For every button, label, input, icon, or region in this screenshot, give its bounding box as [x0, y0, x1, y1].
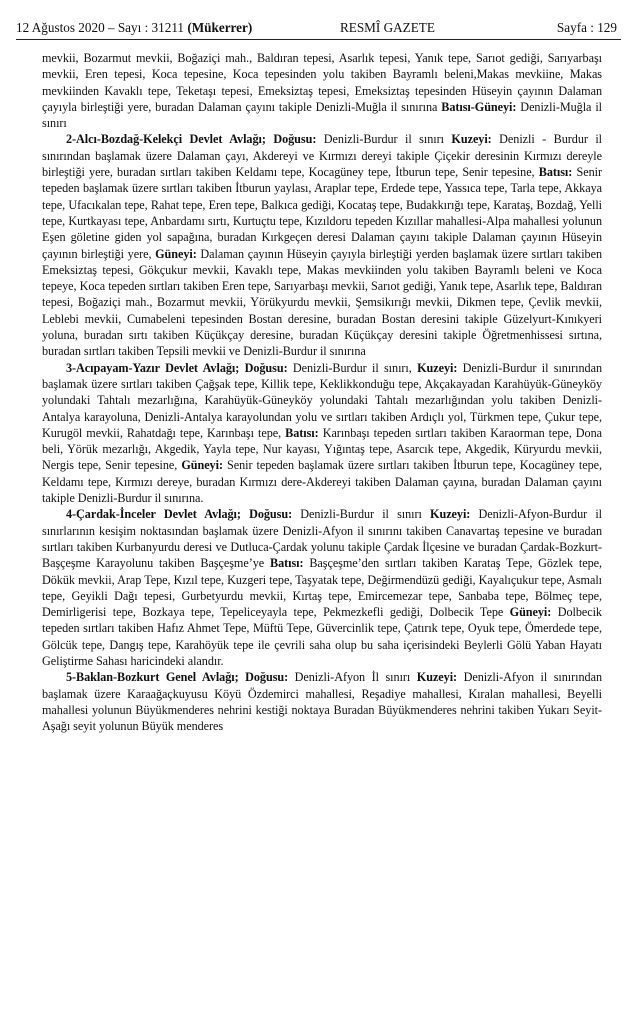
bold-label: Güneyi:	[155, 246, 197, 261]
text-run: Karınbaşı tepeden sırtları takiben Karaorman tepe, Dona beli, Yörük mezarlığı, Akgedik, Yayla tepe, Nur kayası, Yığıntaş tepe, Asarcık tepe, Akgedik, Küryurdu mevkii, Nergis tepe, Senir tepesine,	[42, 425, 602, 473]
header-publication-title: RESMÎ GAZETE	[340, 20, 435, 35]
paragraph-acipayam-yazir	[42, 360, 602, 507]
page-header	[16, 20, 621, 46]
bold-label: Kuzeyi:	[417, 360, 458, 375]
bold-label: Batısı-Güneyi:	[441, 99, 517, 114]
bold-label: Güneyi:	[509, 605, 552, 620]
bold-label: Güneyi:	[181, 458, 223, 473]
paragraph-alci-bozdag-kelekci	[42, 131, 602, 359]
header-date-issue	[16, 20, 252, 36]
text-run: Dolbecik tepeden sırtları takiben Hafız Ahmet Tepe, Müftü Tepe, Güvercinlik tepe, Çatırık tepe, Oyuk tepe, Ömerdede tepe, Gölcük tepe, Dangış tepe, Karahöyük tepe ile çevrili saha olup bu saha içerisindeki Beylerli Gölü Yaban Hayatı Geliştirme Sahası haricindeki alandır.	[42, 605, 602, 668]
bold-label: Batısı:	[285, 425, 319, 440]
bold-label: 4-Çardak-İnceler Devlet Avlağı; Doğusu:	[66, 507, 293, 522]
bold-label: 2-Alcı-Bozdağ-Kelekçi Devlet Avlağı; Doğusu:	[66, 132, 317, 147]
text-run: Senir tepeden başlamak üzere sırtları takiben İtburun yaylası, Araplar tepe, Erdede tepe, Yassıca tepe, Tarla tepe, Akkaya tepe, Ufacıkalan tepe, Rahat tepe, Eren tepe, Balkıca gediği, Kocataş tepe, Budakkırığı tepe, Karataş, Bozdağ, Yelli tepe, Kurtkayası tepe, Anbardamı sırtı, Kurtuçtu tepe, Kızıldoru tepeden Kızıllar mahallesi-Alpa mahallesi yolunun Eşen göletine giden yol sapağına, buradan Kırkgeçen deresi Dalaman çayını takiple Dalaman çayının Hüseyin çayının birleştiği yere,	[42, 165, 602, 261]
document-body	[42, 50, 602, 734]
paragraph-cardak-inceler	[42, 506, 602, 669]
header-page-number: Sayfa : 129	[556, 20, 617, 35]
paragraph-continuation	[42, 50, 602, 131]
text-run: Denizli-Muğla il sınırı	[42, 99, 602, 131]
bold-label: Kuzeyi:	[451, 132, 492, 147]
bold-label: Kuzeyi:	[430, 507, 471, 522]
header-mukerrer: (Mükerrer)	[187, 20, 253, 35]
paragraph-baklan-bozkurt	[42, 669, 602, 734]
text-run: mevkii, Bozarmut mevkii, Boğaziçi mah., Baldıran tepesi, Asarlık tepesi, Yanık tepe, Sarıot gediği, Sarıyarbaşı mevkii, Eren tepesi, Koca tepesine, Koca tepesinden yolu takiben Bayramlı beleni,Makas mevkiine, Makas mevkiinden Kavaklı tepe, Teketaşı tepesi, Emeksiztaş tepesi, Emeksiztaş tepesinden Hüseyin çayının Dalaman çayıyla birleştiği yere, buradan Dalaman çayını takiple Denizli-Muğla il sınırına	[42, 51, 602, 114]
bold-label: 5-Baklan-Bozkurt Genel Avlağı; Doğusu:	[66, 670, 289, 685]
text-run: Denizli-Afyon il sınırından başlamak üzere Karaağaçkuyusu Köyü Özdemirci mahallesi, Reşadiye mahallesi, Kıralan mahallesi, Beyelli mahallesi yolunun Büyükmenderes nehrini kestiği noktaya Buradan Büyükmenderes nehrini takiben Yukarı Seyit-Aşağı seyit yolunun Büyük menderes	[42, 670, 602, 734]
text-run: Denizli-Afyon İl sınırı	[288, 670, 417, 685]
text-run: Denizli-Burdur il sınırından başlamak üzere sırtları takiben Çağşak tepe, Killik tepe, Keklikkonduğu tepe, Akçakayadan Karahüyük-Güneyköy yolundaki Tahtalı mezarlığına, Karahüyük-Güneyköy yolundaki Tahtalı mezarlığından yolu takiben Denizli-Antalya karayoluna, Denizli-Antalya karayolundan yolu ve sırtları takiben Ardıçlı yol, Türkmen tepe, Çukur tepe, Kurugöl mevkii, Rahatdağı tepe, Karınbaşı tepe,	[42, 360, 603, 440]
text-run: Denizli-Burdur il sınırı	[292, 507, 431, 522]
text-run: Denizli-Burdur il sınırı	[316, 132, 452, 147]
text-run: Başçeşme’den sırtları takiben Karataş Tepe, Gözlek tepe, Dökük mevkii, Arap Tepe, Kızıl tepe, Kuzgeri tepe, Taşyatak tepe, Değirmendüzü gediği, Kayalıçukur tepe, Asmalı tepe, Geyikli Dağı tepesi, Gurbetyurdu mevkii, Kırtaş tepe, Emircemezar tepe, Sanbaba tepe, Bölmeç tepe, Demirligerisi tepe, Bozkaya tepe, Tepeliceyayla tepe, Pekmezkefli gediği, Dolbecik Tepe	[42, 556, 603, 620]
bold-label: 3-Acıpayam-Yazır Devlet Avlağı; Doğusu:	[66, 360, 288, 375]
bold-label: Kuzeyi:	[416, 670, 458, 685]
header-date-text: 12 Ağustos 2020 – Sayı : 31211	[16, 20, 188, 35]
header-rule	[16, 39, 621, 40]
bold-label: Batısı:	[269, 556, 304, 571]
bold-label: Batısı:	[538, 165, 573, 180]
text-run: Denizli-Afyon-Burdur il sınırlarının kesişim noktasından başlamak üzere Denizli-Afyon il sınırını takiben Canavartaş tepesine ve buradan sırtları takiben Kurbanyurdu deresi ve Dutluca-Çardak yolunu takiple Çardak İlçesine ve buradan Çardak-Bozkurt-Başçeşme Karayolunu takiben Başçeşme’ye	[42, 507, 602, 571]
text-run: Denizli-Burdur il sınırı,	[287, 360, 418, 375]
text-run: Senir tepeden başlamak üzere sırtları takiben İtburun tepe, Kocagüney tepe, Keldamı tepe, Kırmızı dereye, buradan Kırmızı dere-Akdereyi takiben Dalaman çayına, buradan Dalaman çayını takiple Denizli-Burdur il sınırına.	[42, 458, 603, 506]
text-run: Denizli - Burdur il sınırından başlamak üzere Dalaman çayı, Akdereyi ve Kırmızı dereyi takiple Çiçekir deresinin Kırmızı dereyle birleştiği yere, buradan sırtları takiben Keldamı tepe, Kocagüney tepe, İtburun tepe, Senir tepesine,	[42, 132, 603, 180]
text-run: Dalaman çayının Hüseyin çayıyla birleştiği yerden başlamak üzere sırtları takiben Emeksiztaş tepesi, Gökçukur mevkii, Kavaklı tepe, Makas mevkiinden yolu takiben Bayramlı beleni ve Koca tepeye, Koca tepeden sırtları takiben Eren tepe, Sarıyarbaşı mevkii, Sarıot gediği, Yanık tepe, Asarlık tepe, Baldıran tepesi, Boğaziçi mah., Bozarmut mevkii, Yörükyurdu mevkii, Şemsikırığı mevkii, Dikmen tepe, Çevlik mevkii, Leblebi mevkii, Cumabeleni tepesinden Bostan deresine, buradan Bostan deresini takiple Güzelyurt-Kınıkyeri yoluna, buradan sırtı takiben Küçükçay deresine, buradan Küçükçay deresini takiple Öğretmenhissesi sırtına, buradan sırtları takiben Tepsili mevkii ve Denizli-Burdur il sınırına	[42, 246, 602, 359]
